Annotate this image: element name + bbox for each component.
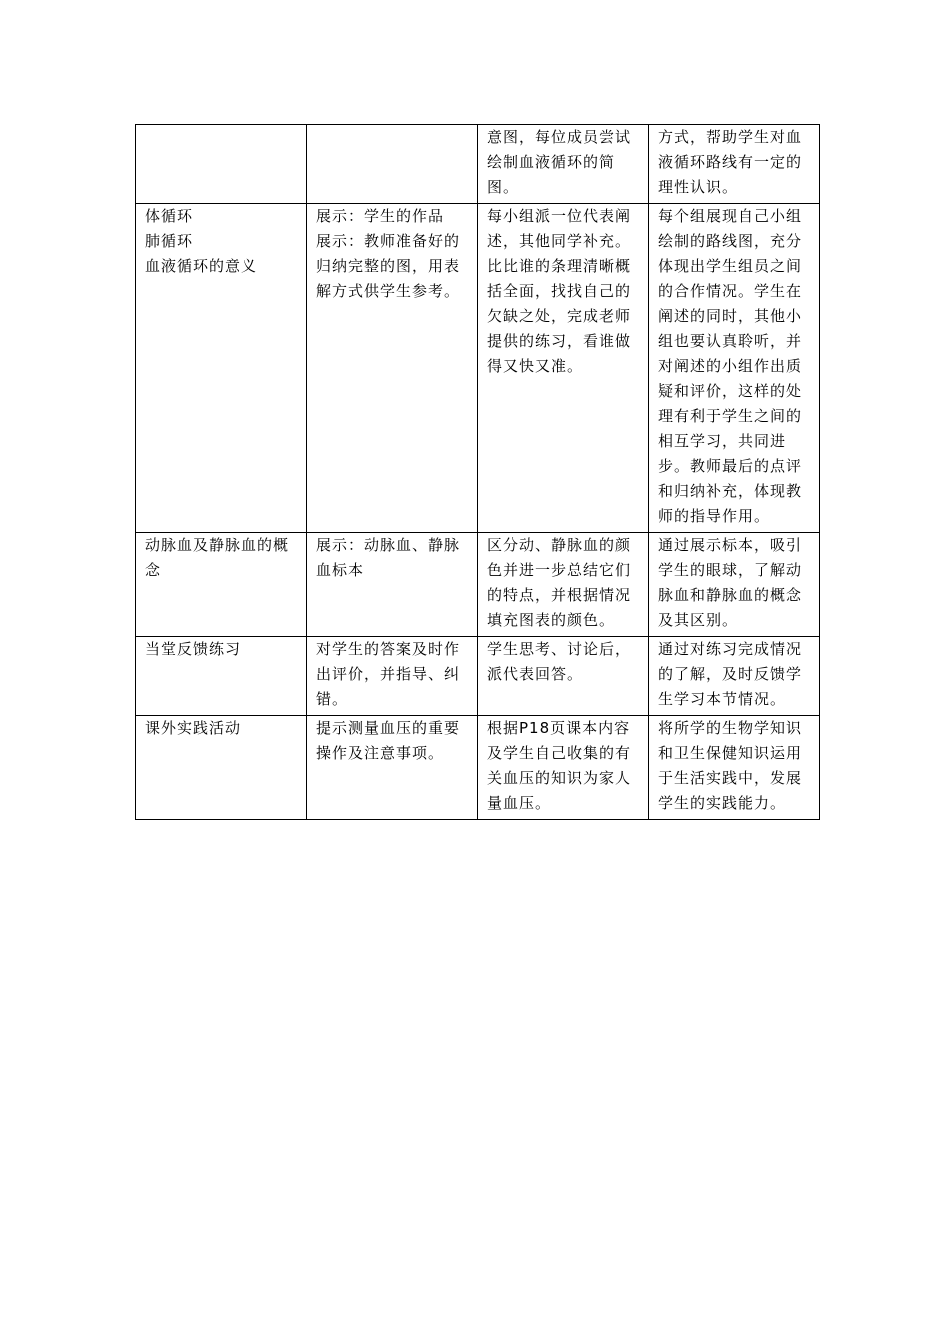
table-cell-design-intent: 方式，帮助学生对血液循环路线有一定的理性认识。 bbox=[649, 125, 820, 204]
table-cell-content: 当堂反馈练习 bbox=[136, 637, 307, 716]
table-cell-student-activity: 意图，每位成员尝试绘制血液循环的简图。 bbox=[478, 125, 649, 204]
table-cell-design-intent: 每个组展现自己小组绘制的路线图，充分体现出学生组员之间的合作情况。学生在阐述的同时，其他小组也要认真聆听，并对阐述的小组作出质疑和评价，这样的处理有利于学生之间的相互学习，共同进步。教师最后的点评和归纳补充，体现教师的指导作用。 bbox=[649, 204, 820, 533]
table-cell-design-intent: 通过对练习完成情况的了解，及时反馈学生学习本节情况。 bbox=[649, 637, 820, 716]
lesson-plan-table bbox=[135, 124, 820, 820]
table-cell-student-activity: 区分动、静脉血的颜色并进一步总结它们的特点，并根据情况填充图表的颜色。 bbox=[478, 533, 649, 637]
table-cell-teacher-activity bbox=[307, 125, 478, 204]
table-cell-teacher-activity: 展示：学生的作品 展示：教师准备好的归纳完整的图，用表解方式供学生参考。 bbox=[307, 204, 478, 533]
table-cell-content: 体循环 肺循环 血液循环的意义 bbox=[136, 204, 307, 533]
table-row bbox=[136, 637, 820, 716]
table-row bbox=[136, 716, 820, 820]
table-cell-content bbox=[136, 125, 307, 204]
table-row bbox=[136, 204, 820, 533]
table-cell-teacher-activity: 提示测量血压的重要操作及注意事项。 bbox=[307, 716, 478, 820]
table-row bbox=[136, 533, 820, 637]
table-cell-design-intent: 将所学的生物学知识和卫生保健知识运用于生活实践中，发展学生的实践能力。 bbox=[649, 716, 820, 820]
table-cell-design-intent: 通过展示标本，吸引学生的眼球，了解动脉血和静脉血的概念及其区别。 bbox=[649, 533, 820, 637]
table-cell-content: 动脉血及静脉血的概念 bbox=[136, 533, 307, 637]
table-cell-content: 课外实践活动 bbox=[136, 716, 307, 820]
table-cell-student-activity: 每小组派一位代表阐述，其他同学补充。比比谁的条理清晰概括全面，找找自己的欠缺之处，完成老师提供的练习，看谁做得又快又准。 bbox=[478, 204, 649, 533]
table-cell-teacher-activity: 展示：动脉血、静脉血标本 bbox=[307, 533, 478, 637]
table-cell-student-activity: 根据P18页课本内容及学生自己收集的有关血压的知识为家人量血压。 bbox=[478, 716, 649, 820]
table-cell-student-activity: 学生思考、讨论后，派代表回答。 bbox=[478, 637, 649, 716]
table-row bbox=[136, 125, 820, 204]
table-cell-teacher-activity: 对学生的答案及时作出评价，并指导、纠错。 bbox=[307, 637, 478, 716]
